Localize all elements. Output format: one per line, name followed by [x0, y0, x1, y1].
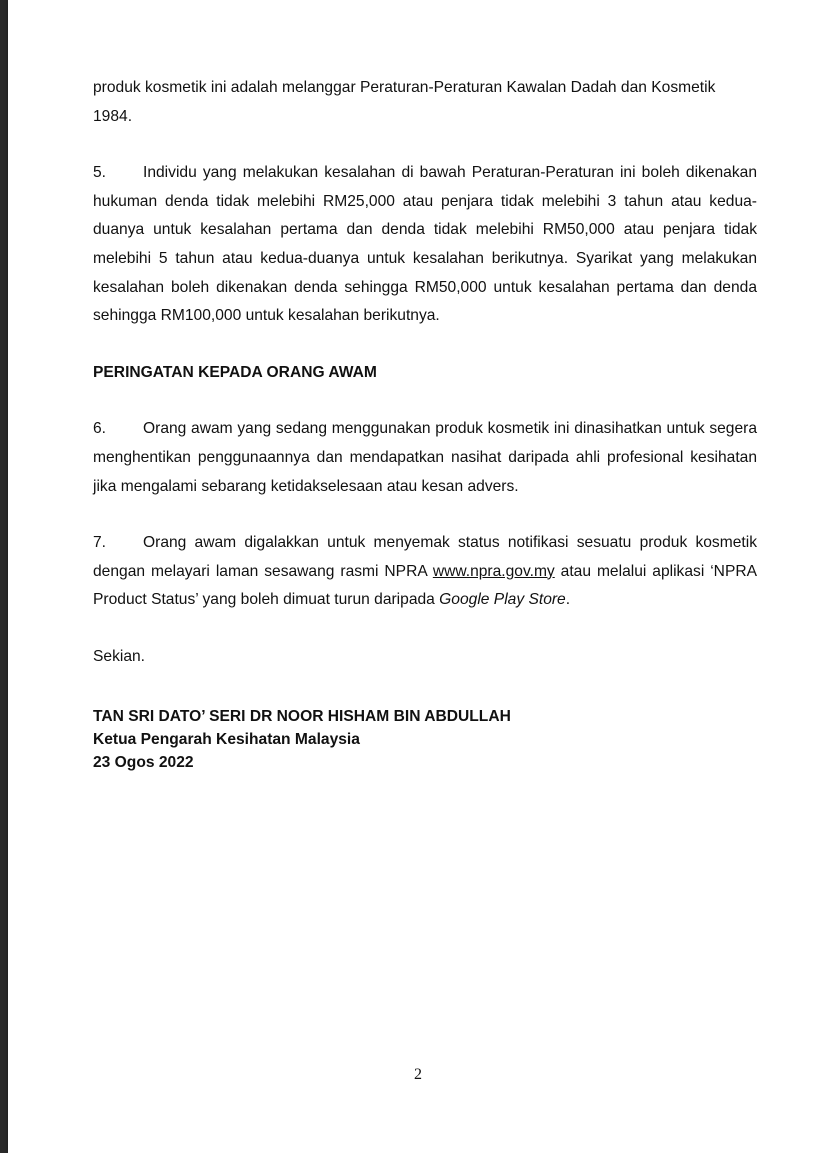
signatory-name: TAN SRI DATO’ SERI DR NOOR HISHAM BIN ABDULLAH	[93, 707, 511, 725]
continued-paragraph: produk kosmetik ini adalah melanggar Peraturan-Peraturan Kawalan Dadah dan Kosmetik 1984.	[93, 79, 716, 125]
paragraph-7-text-c: .	[565, 591, 571, 609]
google-play-store-text: Google Play Store	[439, 591, 566, 609]
npra-website-link[interactable]: www.npra.gov.my	[432, 562, 555, 580]
document-body	[93, 74, 757, 774]
paragraph-6-number: 6.	[93, 420, 107, 438]
document-date: 23 Ogos 2022	[93, 753, 194, 771]
closing-text: Sekian.	[93, 647, 146, 665]
paragraph-7-text-a: Orang awam digalakkan untuk menyemak status notifikasi sesuatu produk kosmetik dengan melayari laman sesawang rasmi NPRA	[93, 534, 757, 580]
paragraph-7-text-b: atau melalui aplikasi ‘NPRA Product Status’ yang boleh dimuat turun daripada	[93, 562, 758, 609]
paragraph-5	[93, 159, 757, 331]
paragraph-7-number: 7.	[93, 534, 107, 552]
page-number: 2	[414, 1066, 422, 1083]
paragraph-6-text: Orang awam yang sedang menggunakan produk kosmetik ini dinasihatkan untuk segera menghentikan penggunaannya dan mendapatkan nasihat daripada ahli profesional kesihatan jika mengalami sebarang ketidakselesaan atau kesan advers.	[93, 420, 757, 495]
paragraph-6	[93, 415, 757, 501]
paragraph-7	[93, 529, 757, 615]
signature-block	[93, 705, 757, 774]
paragraph-5-number: 5.	[93, 164, 107, 182]
document-page	[8, 0, 828, 1153]
paragraph-5-text: Individu yang melakukan kesalahan di bawah Peraturan-Peraturan ini boleh dikenakan hukuman denda tidak melebihi RM25,000 atau penjara tidak melebihi 3 tahun atau kedua-duanya untuk kesalahan pertama dan denda tidak melebihi RM50,000 atau penjara tidak melebihi 5 tahun atau kedua-duanya untuk kesalahan berikutnya. Syarikat yang melakukan kesalahan boleh dikenakan denda sehingga RM50,000 untuk kesalahan pertama dan denda sehingga RM100,000 untuk kesalahan berikutnya.	[93, 164, 757, 325]
section-heading: PERINGATAN KEPADA ORANG AWAM	[93, 363, 377, 381]
signatory-title: Ketua Pengarah Kesihatan Malaysia	[93, 730, 360, 748]
